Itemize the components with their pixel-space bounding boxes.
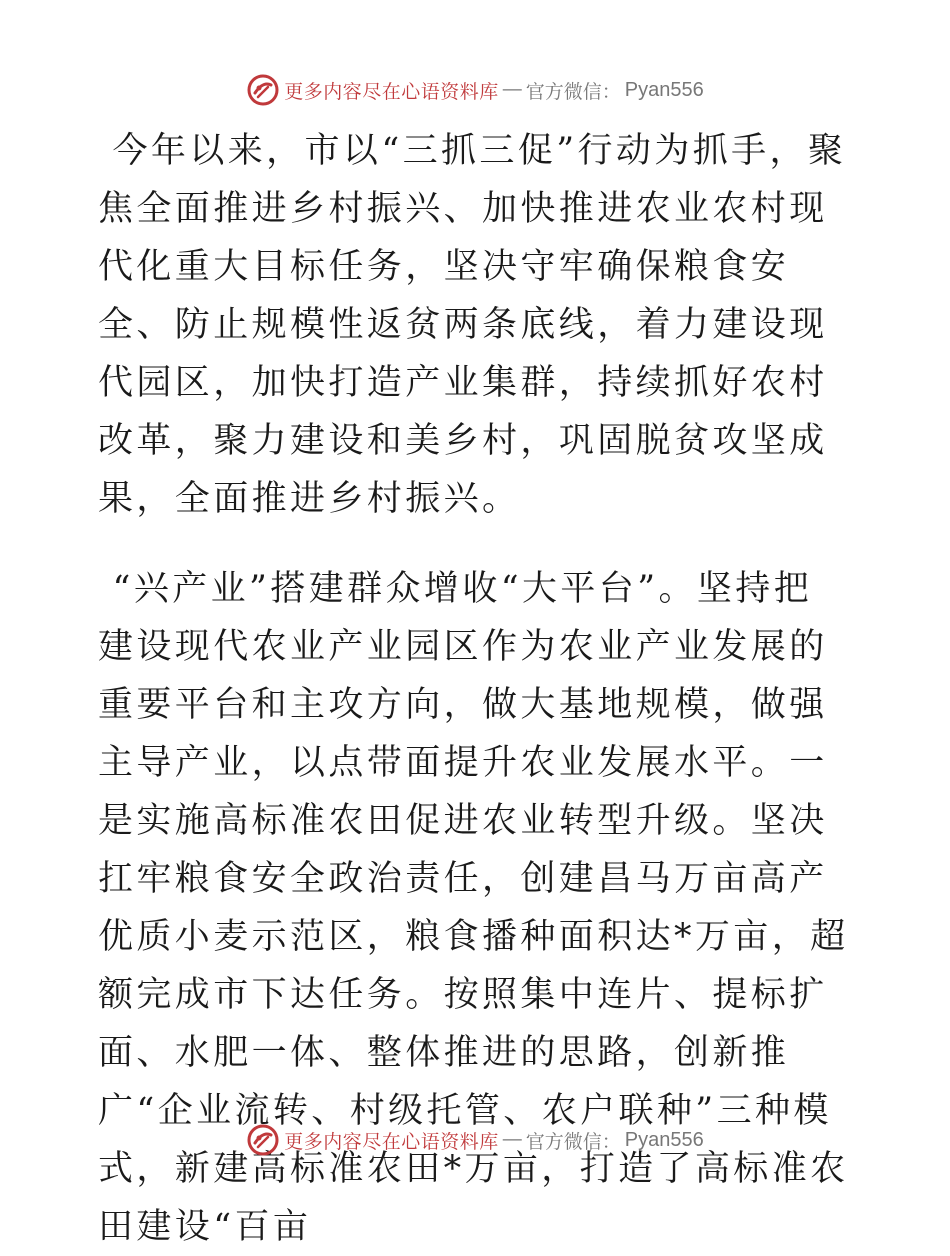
watermark-separator: —: [502, 79, 522, 100]
brand-logo-icon: [246, 73, 280, 107]
footer-watermark: [0, 1120, 950, 1160]
watermark-account-id: Pyan556: [624, 1128, 704, 1151]
watermark-sub-label: 官方微信：: [525, 80, 621, 103]
header-watermark: [0, 70, 950, 110]
watermark-separator: —: [502, 1129, 522, 1150]
watermark-account-id: Pyan556: [624, 78, 704, 101]
watermark-sub-label: 官方微信：: [525, 1130, 621, 1153]
watermark-main-text: 更多内容尽在心语资料库: [284, 1130, 499, 1153]
document-body: [98, 122, 850, 1256]
brand-logo-icon: [246, 1123, 280, 1157]
watermark-main-text: 更多内容尽在心语资料库: [284, 80, 499, 103]
paragraph-intro: 今年以来，市以“三抓三促”行动为抓手，聚焦全面推进乡村振兴、加快推进农业农村现代化重大目标任务，坚决守牢确保粮食安全、防止规模性返贫两条底线，着力建设现代园区，加快打造产业集群，持续抓好农村改革，聚力建设和美乡村，巩固脱贫攻坚成果，全面推进乡村振兴。: [98, 131, 847, 519]
paragraph-industry: “兴产业”搭建群众增收“大平台”。坚持把建设现代农业产业园区作为农业产业发展的重要平台和主攻方向，做大基地规模，做强主导产业，以点带面提升农业发展水平。一是实施高标准农田促进农业转型升级。坚决扛牢粮食安全政治责任，创建昌马万亩高产优质小麦示范区，粮食播种面积达*万亩，超额完成市下达任务。按照集中连片、提标扩面、水肥一体、整体推进的思路，创新推广“企业流转、村级托管、农户联种”三种模式，新建高标准农田*万亩，打造了高标准农田建设“百亩: [98, 569, 849, 1247]
